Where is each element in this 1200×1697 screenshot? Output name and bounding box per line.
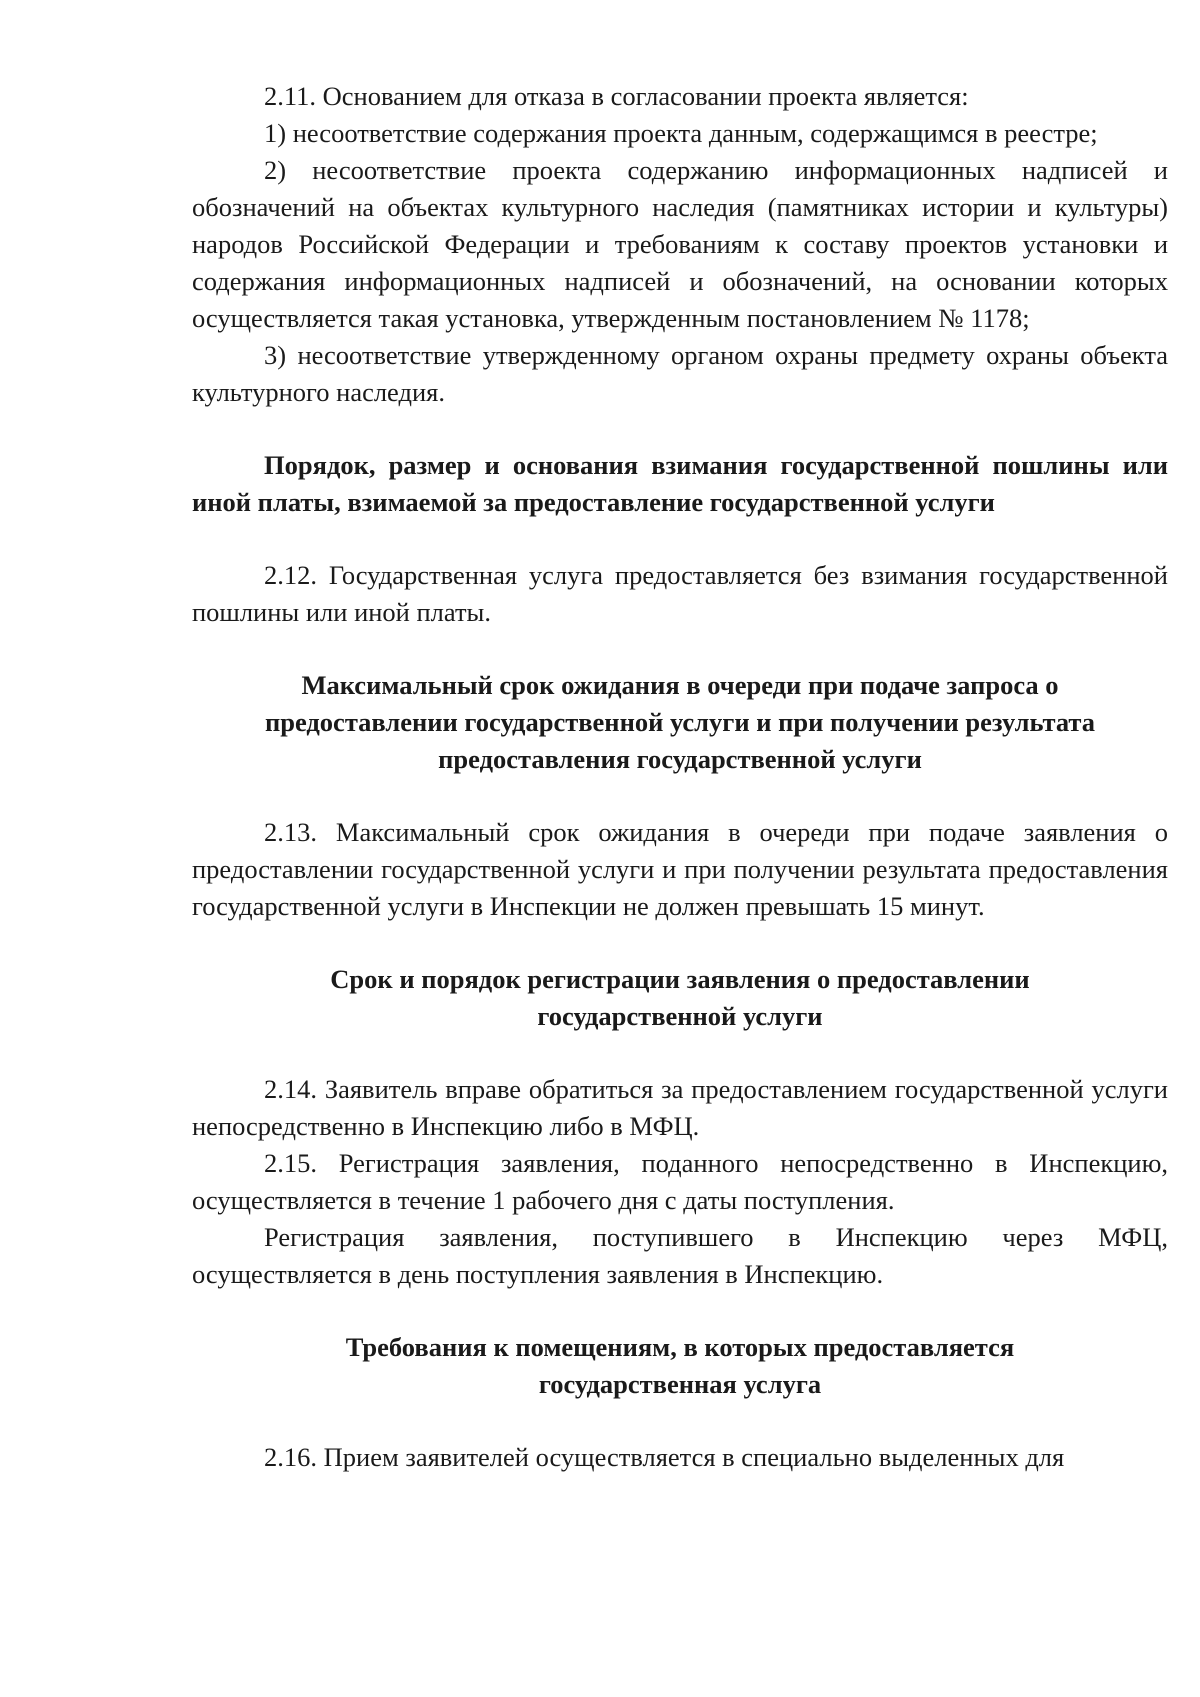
document-page: [192, 78, 1168, 1476]
heading-queue-line-3: предоставления государственной услуги: [438, 744, 922, 774]
heading-queue-line-2: предоставлении государственной услуги и при получении результата: [264, 707, 1095, 737]
heading-premises: [192, 1329, 1168, 1403]
heading-premises-line-2: государственная услуга: [538, 1369, 822, 1399]
heading-registration-line-2: государственной услуги: [537, 1001, 823, 1031]
paragraph-2-15: 2.15. Регистрация заявления, поданного непосредственно в Инспекцию, осуществляется в течение 1 рабочего дня с даты поступления.: [192, 1148, 1168, 1215]
paragraph-2-11-item-3: 3) несоответствие утвержденному органом охраны предмету охраны объекта культурного наследия.: [192, 340, 1168, 407]
heading-queue-line-1: Максимальный срок ожидания в очереди при подаче запроса о: [301, 670, 1059, 700]
paragraph-2-11-item-2: 2) несоответствие проекта содержанию информационных надписей и обозначений на объектах культурного наследия (памятниках истории и культуры) народов Российской Федерации и требованиям к составу проектов установки и содержания информационных надписей и обозначений, на основании которых осуществляется такая установка, утвержденным постановлением № 1178;: [192, 155, 1168, 333]
heading-registration-line-1: Срок и порядок регистрации заявления о предоставлении: [330, 964, 1030, 994]
paragraph-2-13: 2.13. Максимальный срок ожидания в очереди при подаче заявления о предоставлении государственной услуги и при получении результата предоставления государственной услуги в Инспекции не должен превышать 15 минут.: [192, 817, 1168, 921]
paragraph-2-16: 2.16. Прием заявителей осуществляется в специально выделенных для: [264, 1442, 1065, 1472]
heading-premises-line-1: Требования к помещениям, в которых предоставляется: [345, 1332, 1015, 1362]
heading-registration: [192, 961, 1168, 1035]
heading-queue: [192, 667, 1168, 778]
paragraph-2-11-item-1: 1) несоответствие содержания проекта данным, содержащимся в реестре;: [264, 118, 1098, 148]
paragraph-2-15-mfc: Регистрация заявления, поступившего в Инспекцию через МФЦ, осуществляется в день поступления заявления в Инспекцию.: [192, 1222, 1168, 1289]
heading-fee: Порядок, размер и основания взимания государственной пошлины или иной платы, взимаемой за предоставление государственной услуги: [192, 450, 1168, 517]
paragraph-2-12: 2.12. Государственная услуга предоставляется без взимания государственной пошлины или иной платы.: [192, 560, 1168, 627]
paragraph-2-14: 2.14. Заявитель вправе обратиться за предоставлением государственной услуги непосредственно в Инспекцию либо в МФЦ.: [192, 1074, 1168, 1141]
paragraph-2-11-intro: 2.11. Основанием для отказа в согласовании проекта является:: [264, 81, 969, 111]
